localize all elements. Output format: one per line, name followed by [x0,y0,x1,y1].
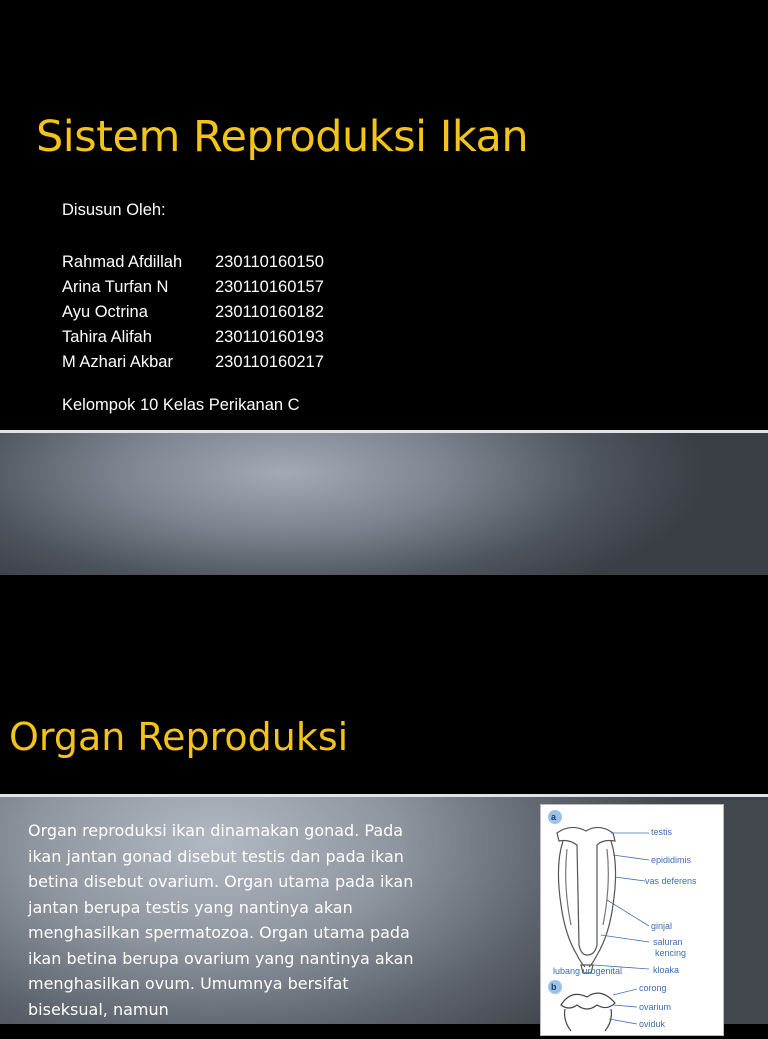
slide-title: Organ Reproduksi [9,715,349,759]
author-list [62,252,324,373]
organ-slide-header [0,575,768,795]
marker-b-label: b [551,982,557,992]
author-id: 230110160182 [215,303,324,321]
author-name: Ayu Octrina [62,303,148,321]
label-kencing: kencing [655,948,687,958]
author-name: Arina Turfan N [62,278,169,296]
label-saluran: saluran [653,937,683,947]
author-id: 230110160157 [215,278,324,296]
author-name: Tahira Alifah [62,328,152,346]
author-id: 230110160193 [215,328,324,346]
leader-lines [593,833,649,969]
body-text: Organ reproduksi ikan dinamakan gonad. Pada ikan jantan gonad disebut testis dan pada ikan betina disebut ovarium. Organ utama pada ikan jantan berupa testis yang nantinya akan menghasilkan spermatozoa. Organ utama pada ikan betina berupa ovarium yang nantinya akan menghasilkan ovum. Umumnya bersifat biseksual, namun [28,821,414,1019]
author-name: M Azhari Akbar [62,353,173,371]
label-ovarium: ovarium [639,1002,672,1012]
leader-lines [609,989,637,1024]
female-organ-drawing [561,993,615,1031]
author-name: Rahmad Afdillah [62,253,183,271]
title-slide [0,0,768,432]
label-testis: testis [651,827,673,837]
label-epididimis: epididimis [651,855,692,865]
group-label: Kelompok 10 Kelas Perikanan C [62,396,300,414]
author-id: 230110160217 [215,353,324,371]
fish-reproductive-diagram [540,804,724,1036]
label-kloaka: kloaka [653,965,680,975]
label-lubang-urogenital: lubang urogenital [553,966,623,976]
subtitle-block [62,200,324,416]
label-corong: corong [639,983,667,993]
slide-title: Sistem Reproduksi Ikan [36,112,529,162]
author-heading: Disusun Oleh: [62,201,166,219]
marker-a-label: a [551,812,557,822]
label-ginjal: ginjal [651,921,673,931]
gradient-band [0,433,768,575]
label-vas-deferens: vas deferens [645,876,697,886]
male-organ-drawing [557,827,616,973]
diagram-svg [541,805,723,1035]
author-id: 230110160150 [215,253,324,271]
label-oviduk: oviduk [639,1019,666,1029]
